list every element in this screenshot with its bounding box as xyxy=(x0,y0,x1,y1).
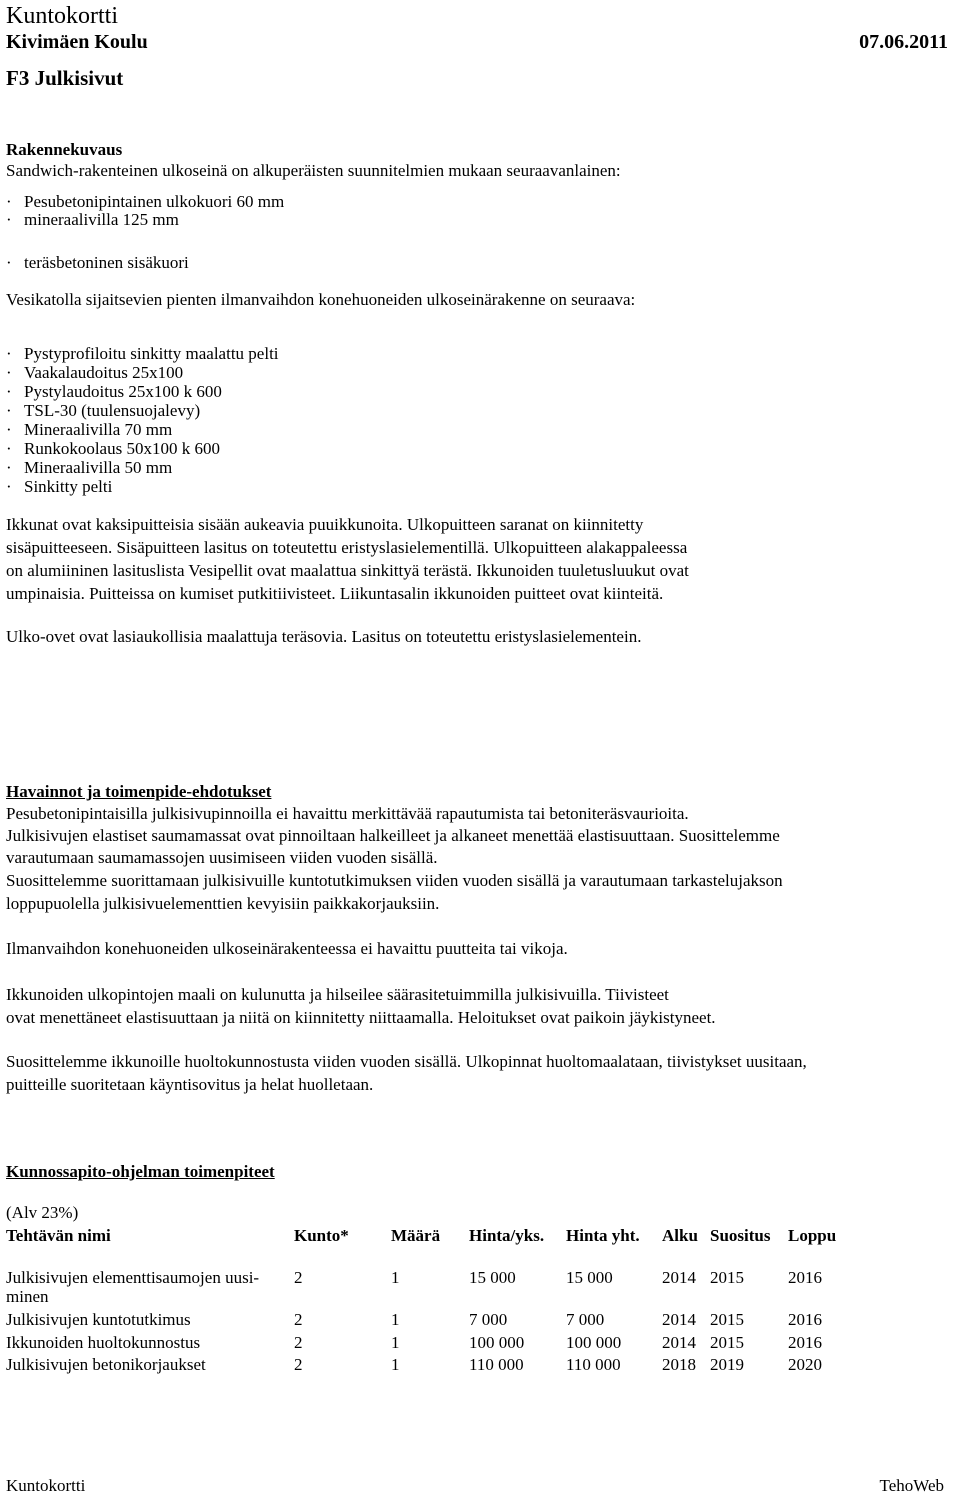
table-cell-name-cont: minen xyxy=(6,1287,49,1306)
kunnossapito-heading: Kunnossapito-ohjelman toimenpiteet xyxy=(6,1162,275,1181)
layer-item: · mineraalivilla 125 mm xyxy=(6,210,179,230)
table-cell-maara: 1 xyxy=(391,1333,400,1352)
havainnot-line: Julkisivujen elastiset saumamassat ovat pinnoiltaan halkeilleet ja alkaneet menettää elastisuuttaan. Suosittelemme xyxy=(6,826,780,845)
table-cell-maara: 1 xyxy=(391,1268,400,1287)
column-header-loppu: Loppu xyxy=(788,1226,837,1245)
column-header-maara: Määrä xyxy=(391,1226,441,1245)
footer-left: Kuntokortti xyxy=(6,1476,86,1495)
havainnot-ikkunat-line: ovat menettäneet elastisuuttaan ja niitä on kiinnitetty niittaamalla. Heloitukset ovat paikoin jäykistyneet. xyxy=(6,1008,716,1027)
document-date: 07.06.2011 xyxy=(859,31,948,53)
table-cell-suositus: 2019 xyxy=(710,1355,744,1374)
table-cell-hinta-yks: 7 000 xyxy=(469,1310,508,1329)
layer-item: · teräsbetoninen sisäkuori xyxy=(6,253,189,273)
table-cell-loppu: 2020 xyxy=(788,1355,822,1374)
havainnot-line: Pesubetonipintaisilla julkisivupinnoilla ei havaittu merkittävää rapautumista tai betoniteräsvaurioita. xyxy=(6,804,689,823)
konehuone-layer-item: · Mineraalivilla 70 mm xyxy=(6,420,172,440)
suositus-line: puitteille suoritetaan käyntisovitus ja helat huolletaan. xyxy=(6,1075,374,1094)
table-cell-hinta-yht: 110 000 xyxy=(566,1355,621,1374)
rakennekuvaus-intro: Sandwich-rakenteinen ulkoseinä on alkuperäisten suunnitelmien mukaan seuraavanlainen: xyxy=(6,161,621,180)
column-header-suositus: Suositus xyxy=(710,1226,771,1245)
table-cell-suositus: 2015 xyxy=(710,1268,744,1287)
table-cell-hinta-yks: 100 000 xyxy=(469,1333,525,1352)
table-cell-name: Ikkunoiden huoltokunnostus xyxy=(6,1333,201,1352)
table-cell-alku: 2014 xyxy=(662,1333,696,1352)
doors-text: Ulko-ovet ovat lasiaukollisia maalattuja teräsovia. Lasitus on toteutettu eristyslasielementein. xyxy=(6,627,642,646)
konehuone-layer-item: · Mineraalivilla 50 mm xyxy=(6,458,172,478)
table-cell-alku: 2018 xyxy=(662,1355,696,1374)
konehuone-layer-item: · Vaakalaudoitus 25x100 xyxy=(6,363,183,383)
organization-name: Kivimäen Koulu xyxy=(6,31,148,53)
table-cell-kunto: 2 xyxy=(294,1268,303,1287)
havainnot-line: varautumaan saumamassojen uusimiseen viiden vuoden sisällä. xyxy=(6,848,438,867)
column-header-hinta-yht: Hinta yht. xyxy=(566,1226,640,1245)
column-header-name: Tehtävän nimi xyxy=(6,1226,111,1245)
havainnot-ikkunat-line: Ikkunoiden ulkopintojen maali on kulunutta ja hilseilee säärasitetuimmilla julkisivuilla. Tiivisteet xyxy=(6,985,669,1004)
konehuone-layer-item: · Pystylaudoitus 25x100 k 600 xyxy=(6,382,222,402)
table-cell-name: Julkisivujen elementtisaumojen uusi- xyxy=(6,1268,260,1287)
konehuone-layer-item: · TSL-30 (tuulensuojalevy) xyxy=(6,401,200,421)
table-cell-hinta-yks: 15 000 xyxy=(469,1268,516,1287)
table-cell-kunto: 2 xyxy=(294,1355,303,1374)
table-cell-name: Julkisivujen betonikorjaukset xyxy=(6,1355,206,1374)
vat-note: (Alv 23%) xyxy=(6,1203,79,1222)
havainnot-konehuone: Ilmanvaihdon konehuoneiden ulkoseinärakenteessa ei havaittu puutteita tai vikoja. xyxy=(6,939,568,958)
table-cell-alku: 2014 xyxy=(662,1310,696,1329)
table-cell-kunto: 2 xyxy=(294,1310,303,1329)
table-cell-loppu: 2016 xyxy=(788,1268,822,1287)
table-cell-hinta-yht: 100 000 xyxy=(566,1333,622,1352)
table-cell-alku: 2014 xyxy=(662,1268,696,1287)
table-cell-hinta-yks: 110 000 xyxy=(469,1355,524,1374)
konehuone-layer-item: · Runkokoolaus 50x100 k 600 xyxy=(6,439,220,459)
windows-text-line: sisäpuitteeseen. Sisäpuitteen lasitus on toteutettu eristyslasielementillä. Ulkopuitteen alakappaleessa xyxy=(6,538,688,557)
table-cell-maara: 1 xyxy=(391,1310,400,1329)
konehuone-layer-item: · Pystyprofiloitu sinkitty maalattu pelti xyxy=(6,344,279,364)
section-title: F3 Julkisivut xyxy=(6,66,124,90)
table-cell-hinta-yht: 7 000 xyxy=(566,1310,605,1329)
table-cell-loppu: 2016 xyxy=(788,1333,822,1352)
table-cell-suositus: 2015 xyxy=(710,1333,744,1352)
column-header-hinta-yks: Hinta/yks. xyxy=(469,1226,545,1245)
layer-item: · Pesubetonipintainen ulkokuori 60 mm xyxy=(6,192,284,212)
column-header-kunto: Kunto* xyxy=(294,1226,349,1245)
windows-text-line: on alumiininen lasituslista Vesipellit ovat maalattua sinkittyä terästä. Ikkunoiden tuuletusluukut ovat xyxy=(6,561,689,580)
havainnot-line: Suosittelemme suorittamaan julkisivuille kuntotutkimuksen viiden vuoden sisällä ja varautumaan tarkastelujakson xyxy=(6,871,783,890)
windows-text-line: umpinaisia. Puitteissa on kumiset putkitiivisteet. Liikuntasalin ikkunoiden puitteet ovat kiinteitä. xyxy=(6,584,664,603)
table-cell-kunto: 2 xyxy=(294,1333,303,1352)
suositus-line: Suosittelemme ikkunoille huoltokunnostusta viiden vuoden sisällä. Ulkopinnat huoltomaalataan, tiivistykset uusitaan, xyxy=(6,1052,807,1071)
konehuone-intro: Vesikatolla sijaitsevien pienten ilmanvaihdon konehuoneiden ulkoseinärakenne on seuraava: xyxy=(6,290,636,309)
table-cell-hinta-yht: 15 000 xyxy=(566,1268,613,1287)
table-cell-name: Julkisivujen kuntotutkimus xyxy=(6,1310,191,1329)
column-header-alku: Alku xyxy=(662,1226,698,1245)
rakennekuvaus-heading: Rakennekuvaus xyxy=(6,140,123,159)
document-title: Kuntokortti xyxy=(6,3,118,29)
havainnot-heading: Havainnot ja toimenpide-ehdotukset xyxy=(6,782,272,801)
havainnot-line: loppupuolella julkisivuelementtien kevyisiin paikkakorjauksiin. xyxy=(6,894,440,913)
table-cell-suositus: 2015 xyxy=(710,1310,744,1329)
table-cell-maara: 1 xyxy=(391,1355,400,1374)
footer-right: TehoWeb xyxy=(879,1476,944,1495)
konehuone-layer-item: · Sinkitty pelti xyxy=(6,477,112,497)
table-cell-loppu: 2016 xyxy=(788,1310,822,1329)
windows-text-line: Ikkunat ovat kaksipuitteisia sisään aukeavia puuikkunoita. Ulkopuitteen saranat on kiinnitetty xyxy=(6,515,644,534)
